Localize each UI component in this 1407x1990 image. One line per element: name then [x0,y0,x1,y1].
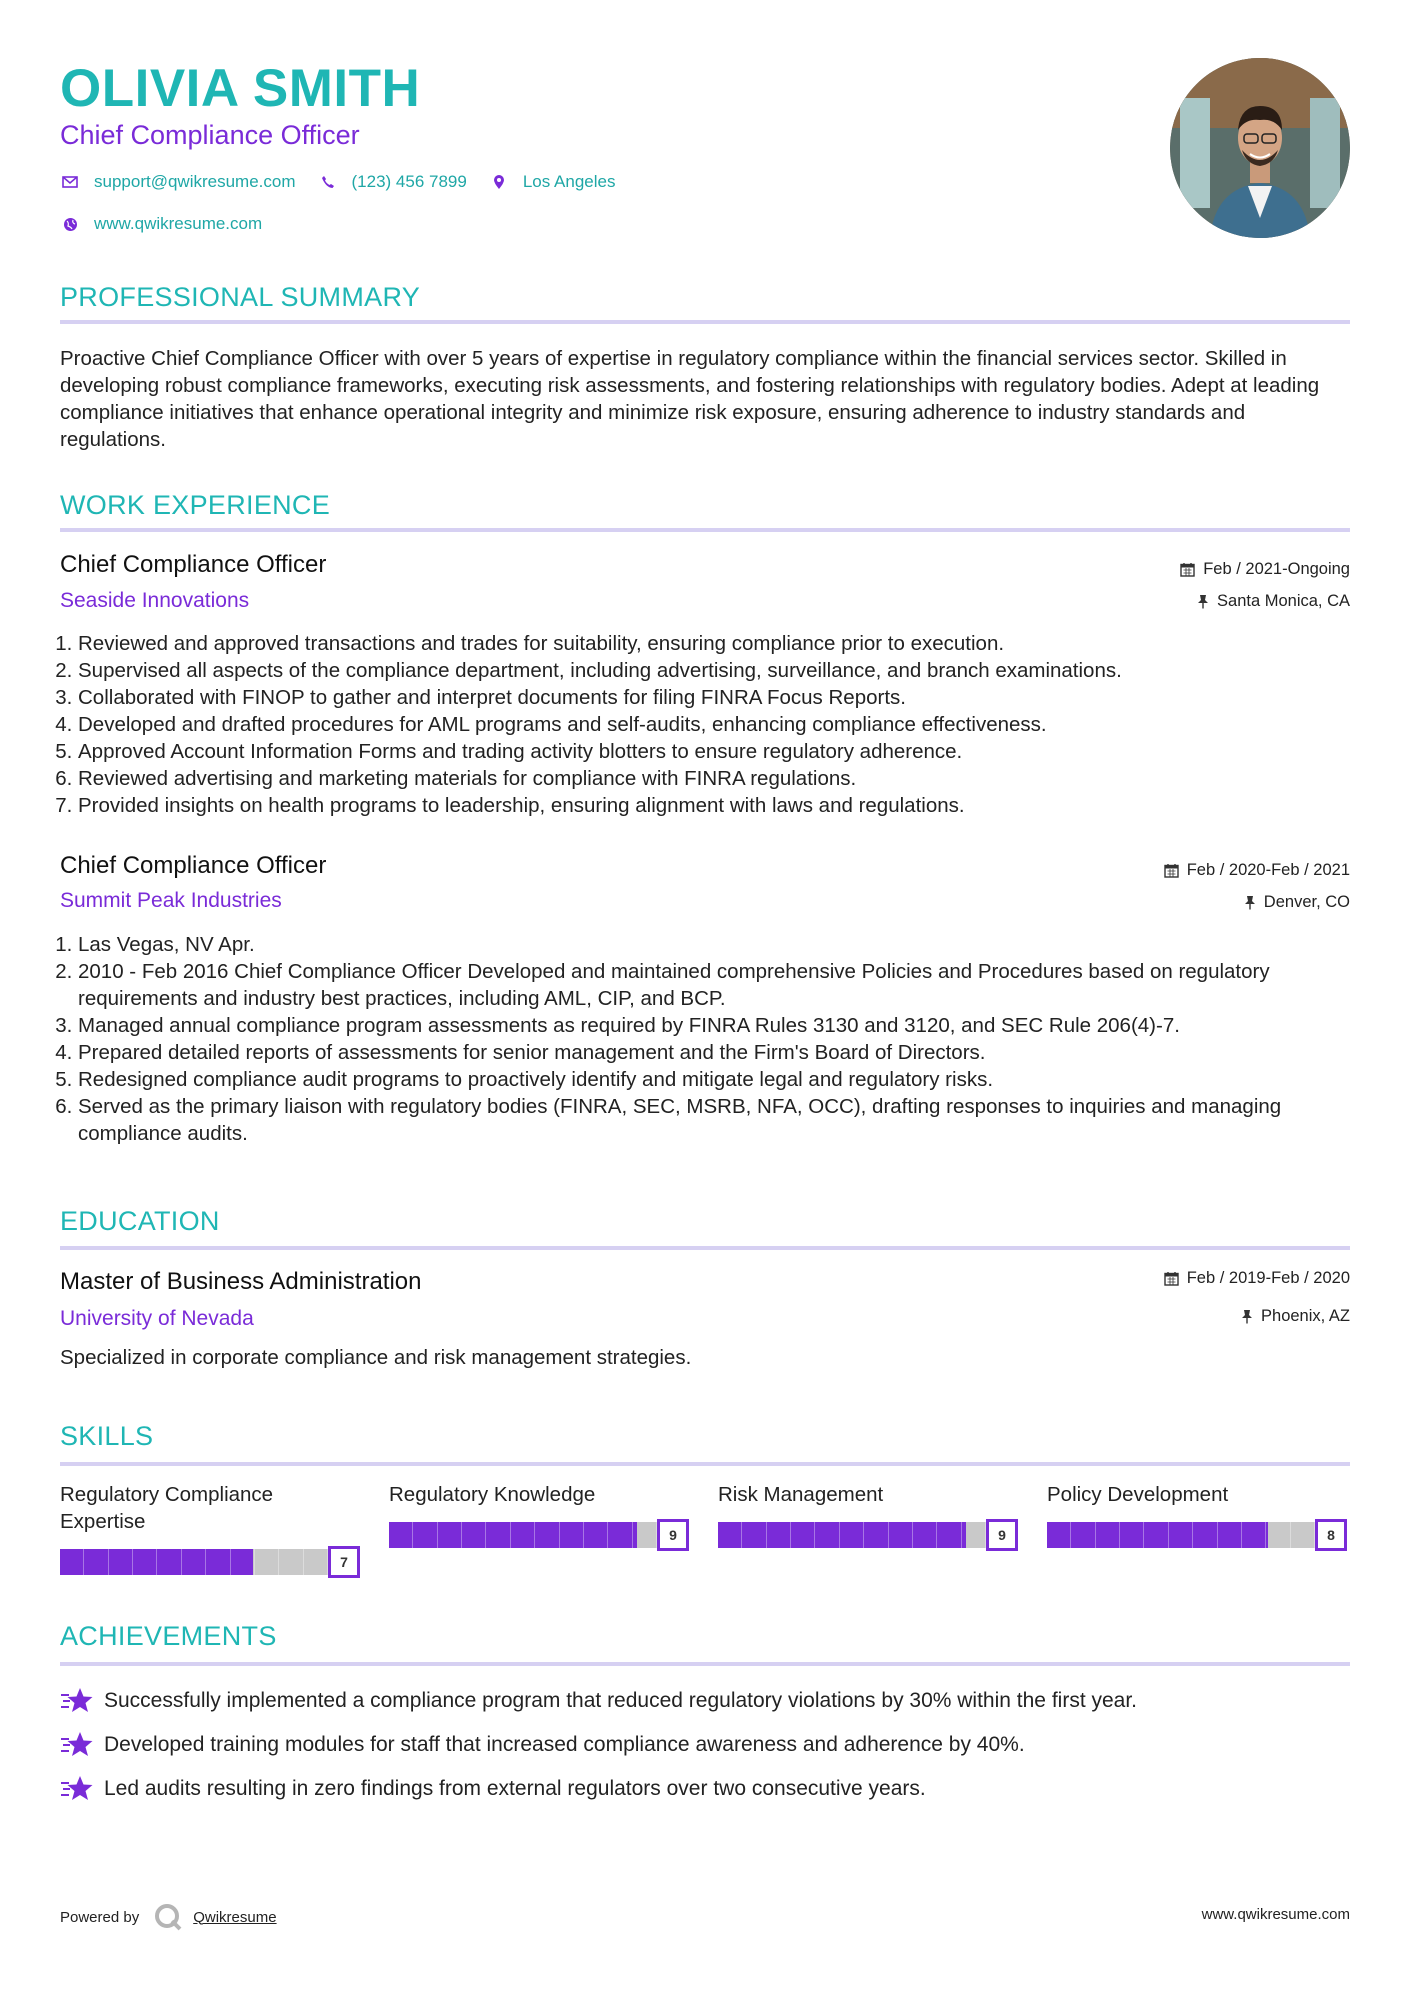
skill-item [718,1481,1018,1543]
list-item: 2. Supervised all aspects of the compliance department, including advertising, surveillance, and branch examinations. [78,657,1350,684]
pushpin-icon [1241,1309,1253,1324]
list-item: 3. Managed annual compliance program assessments as required by FINRA Rules 3130 and 3120, and SEC Rule 206(4)-7. [78,1012,1350,1039]
skill-level-badge: 8 [1315,1519,1347,1551]
job-location-text: Denver, CO [1263,893,1350,911]
summary-text: Proactive Chief Compliance Officer with over 5 years of expertise in regulatory compliance within the financial services sector. Skilled in developing robust compliance frameworks, executing risk assessments, and fostering relationships with regulatory bodies. Adept at leading compliance initiatives that enhance operational integrity and minimize risk exposure, ensuring adherence to industry standards and regulations. [60,347,1320,451]
job-bullets [60,630,1350,819]
skill-item [389,1481,689,1543]
summary-heading: PROFESSIONAL SUMMARY [60,282,421,312]
job-dates [1164,861,1350,880]
skill-level-bar [1047,1522,1347,1548]
website-link[interactable]: www.qwikresume.com [94,214,263,233]
mail-icon [60,172,80,192]
skills-heading: SKILLS [60,1421,154,1451]
list-item: 5. Approved Account Information Forms and trading activity blotters to ensure regulatory adherence. [78,738,1350,765]
education-description: Specialized in corporate compliance and risk management strategies. [60,1346,692,1369]
star-icon [60,1730,94,1760]
qwikresume-link[interactable]: Qwikresume [193,1908,277,1926]
section-divider [60,1246,1350,1250]
list-item: 3. Collaborated with FINOP to gather and interpret documents for filing FINRA Focus Reports. [78,684,1350,711]
achievement-text: Led audits resulting in zero findings from external regulators over two consecutive years. [104,1777,926,1800]
job-location-text: Santa Monica, CA [1217,592,1350,610]
qwikresume-logo-icon [153,1902,183,1932]
job-location [1197,592,1350,611]
job-title: Chief Compliance Officer [60,852,327,879]
calendar-icon [1180,562,1195,577]
skill-item [1047,1481,1347,1543]
list-item: 6. Reviewed advertising and marketing materials for compliance with FINRA regulations. [78,765,1350,792]
calendar-icon [1164,1271,1179,1286]
section-divider [60,528,1350,532]
list-item: 1. Las Vegas, NV Apr. [78,931,1350,958]
education-location-text: Phoenix, AZ [1261,1307,1350,1325]
skill-level-bar [389,1522,689,1548]
pushpin-icon [1197,594,1209,609]
skill-name: Policy Development [1047,1483,1229,1506]
company-name: Seaside Innovations [60,589,250,612]
skill-name: Risk Management [718,1483,884,1506]
resume-page [60,0,1350,1990]
job-location [1244,893,1350,912]
experience-heading: WORK EXPERIENCE [60,490,331,520]
candidate-name: OLIVIA SMITH [60,59,421,118]
phone-text[interactable]: (123) 456 7899 [351,172,467,191]
skill-level-badge: 7 [328,1546,360,1578]
job-title: Chief Compliance Officer [60,551,327,578]
list-item: 4. Prepared detailed reports of assessments for senior management and the Firm's Board of Directors. [78,1039,1350,1066]
section-divider [60,1462,1350,1466]
skill-name: Regulatory Compliance Expertise [60,1483,274,1533]
profile-photo [1170,58,1350,238]
achievement-item [60,1774,926,1804]
skill-level-badge: 9 [986,1519,1018,1551]
email-link[interactable]: support@qwikresume.com [94,172,296,191]
skill-name: Regulatory Knowledge [389,1483,596,1506]
job-bullets [60,931,1350,1147]
school-name: University of Nevada [60,1307,254,1330]
section-divider [60,320,1350,324]
education-heading: EDUCATION [60,1206,220,1236]
phone-icon [318,172,338,192]
powered-by-label: Powered by [60,1908,140,1926]
candidate-role: Chief Compliance Officer [60,120,360,150]
contact-row [60,172,637,192]
website-row [60,214,284,234]
footer-website[interactable]: www.qwikresume.com [1201,1906,1350,1923]
achievement-text: Successfully implemented a compliance program that reduced regulatory violations by 30% within the first year. [104,1689,1138,1712]
list-item: 6. Served as the primary liaison with regulatory bodies (FINRA, SEC, MSRB, NFA, OCC), drafting responses to inquiries and managing compliance audits. [78,1093,1350,1147]
achievement-item [60,1686,1137,1716]
degree-title: Master of Business Administration [60,1268,422,1295]
list-item: 2. 2010 - Feb 2016 Chief Compliance Officer Developed and maintained comprehensive Policies and Procedures based on regulatory requirements and industry best practices, including AML, CIP, and BCP. [78,958,1350,1012]
location-text: Los Angeles [522,172,616,191]
list-item: 7. Provided insights on health programs to leadership, ensuring alignment with laws and regulations. [78,792,1350,819]
education-dates-text: Feb / 2019-Feb / 2020 [1186,1269,1350,1287]
star-icon [60,1686,94,1716]
star-icon [60,1774,94,1804]
section-divider [60,1662,1350,1666]
skill-item [60,1481,360,1570]
list-item: 5. Redesigned compliance audit programs to proactively identify and mitigate legal and regulatory risks. [78,1066,1350,1093]
footer-powered-by [60,1902,277,1932]
list-item: 4. Developed and drafted procedures for AML programs and self-audits, enhancing compliance effectiveness. [78,711,1350,738]
pushpin-icon [1244,895,1256,910]
job-dates [1180,560,1350,579]
location-pin-icon [489,172,509,192]
skill-level-badge: 9 [657,1519,689,1551]
job-dates-text: Feb / 2020-Feb / 2021 [1186,861,1350,879]
achievement-item [60,1730,1025,1760]
globe-icon [60,214,80,234]
achievements-heading: ACHIEVEMENTS [60,1621,277,1651]
skill-level-bar [60,1549,360,1575]
company-name: Summit Peak Industries [60,889,282,912]
education-dates [1164,1269,1350,1288]
calendar-icon [1164,863,1179,878]
achievement-text: Developed training modules for staff that increased compliance awareness and adherence by 40%. [104,1733,1025,1756]
list-item: 1. Reviewed and approved transactions and trades for suitability, ensuring compliance prior to execution. [78,630,1350,657]
education-location [1241,1307,1350,1326]
job-dates-text: Feb / 2021-Ongoing [1203,560,1350,578]
skill-level-bar [718,1522,1018,1548]
